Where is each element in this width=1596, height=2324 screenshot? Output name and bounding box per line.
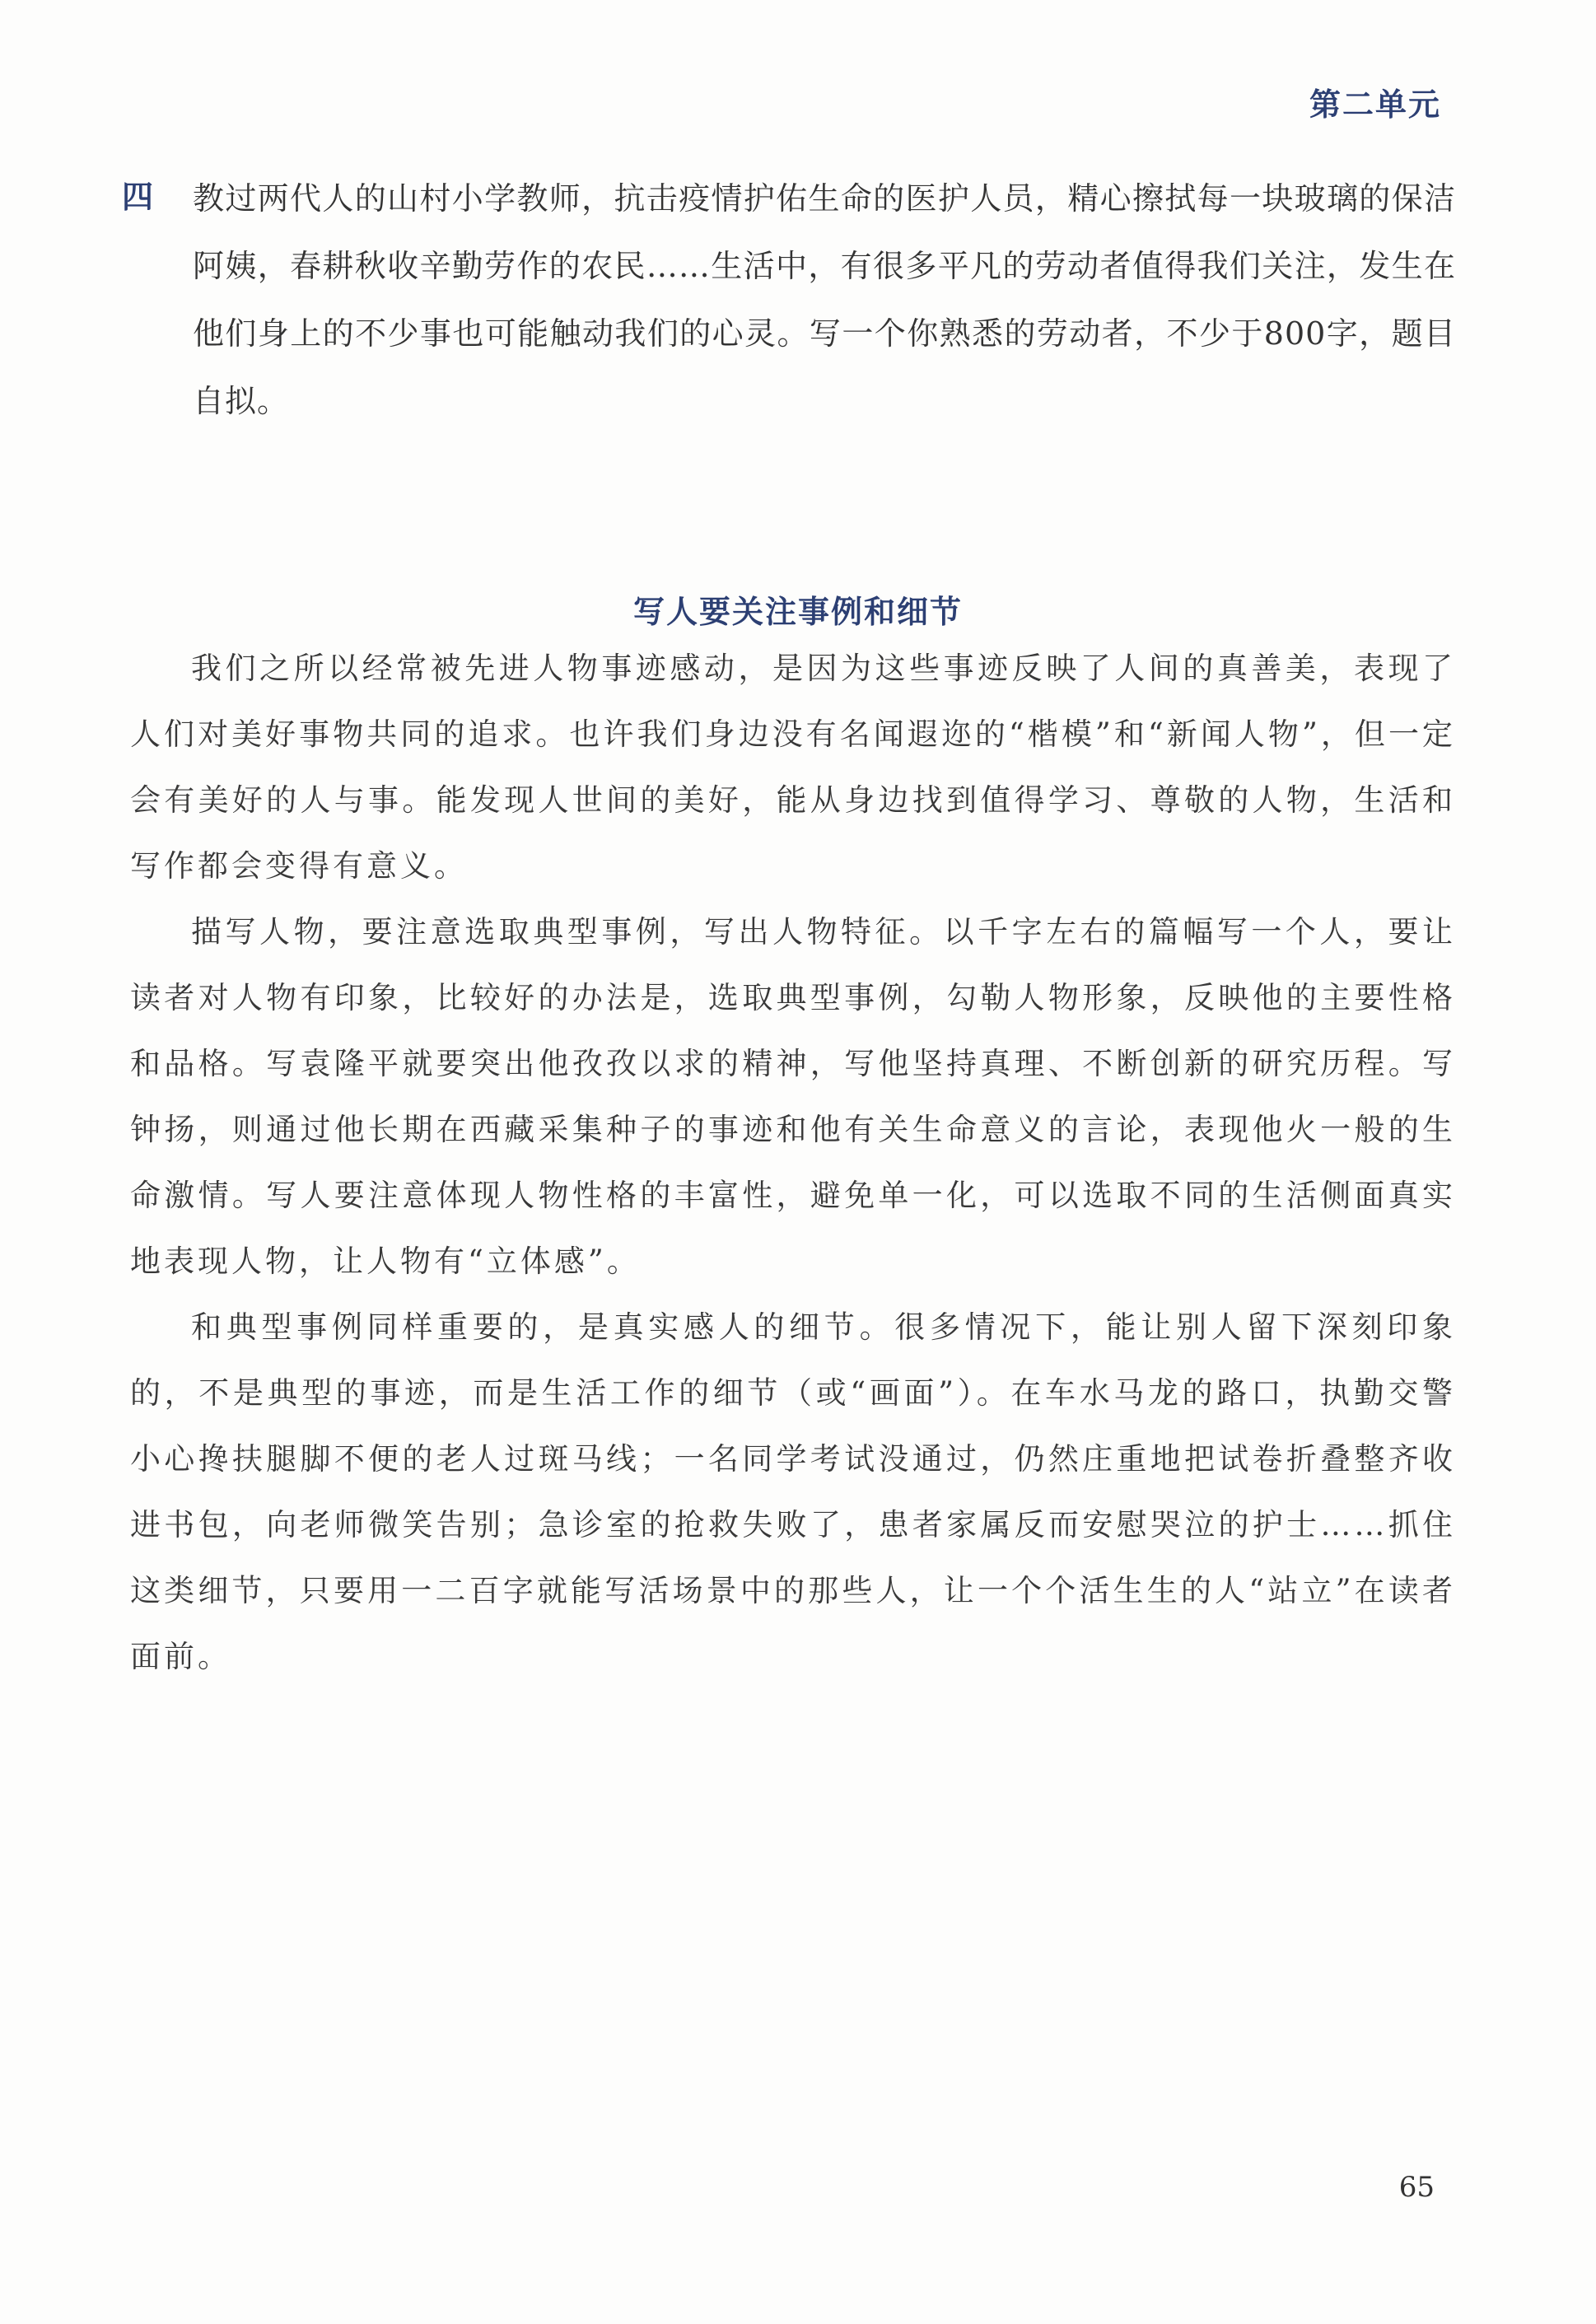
section-body: [130, 636, 1456, 1690]
paragraph: 我们之所以经常被先进人物事迹感动，是因为这些事迹反映了人间的真善美，表现了人们对美好事物共同的追求。也许我们身边没有名闻遐迩的“楷模”和“新闻人物”，但一定会有美好的人与事。能发现人世间的美好，能从身边找到值得学习、尊敬的人物，生活和写作都会变得有意义。: [130, 651, 1456, 884]
exercise-number: 四: [122, 179, 154, 215]
exercise-prompt: 教过两代人的山村小学教师，抗击疫情护佑生命的医护人员，精心擦拭每一块玻璃的保洁阿姨，春耕秋收辛勤劳作的农民……生活中，有很多平凡的劳动者值得我们关注，发生在他们身上的不少事也可能触动我们的心灵。写一个你熟悉的劳动者，不少于800字，题目自拟。: [193, 180, 1456, 419]
paragraph: 描写人物，要注意选取典型事例，写出人物特征。以千字左右的篇幅写一个人，要让读者对人物有印象，比较好的办法是，选取典型事例，勾勒人物形象，反映他的主要性格和品格。写袁隆平就要突出他孜孜以求的精神，写他坚持真理、不断创新的研究历程。写钟扬，则通过他长期在西藏采集种子的事迹和他有关生命意义的言论，表现他火一般的生命激情。写人要注意体现人物性格的丰富性，避免单一化，可以选取不同的生活侧面真实地表现人物，让人物有“立体感”。: [130, 914, 1456, 1279]
section-title: 写人要关注事例和细节: [632, 594, 963, 630]
page-number: 65: [1398, 2171, 1435, 2204]
writing-exercise: [122, 165, 1456, 435]
paragraph: 和典型事例同样重要的，是真实感人的细节。很多情况下，能让别人留下深刻印象的，不是典型的事迹，而是生活工作的细节（或“画面”）。在车水马龙的路口，执勤交警小心搀扶腿脚不便的老人过斑马线；一名同学考试没通过，仍然庄重地把试卷折叠整齐收进书包，向老师微笑告别；急诊室的抢救失败了，患者家属反而安慰哭泣的护士……抓住这类细节，只要用一二百字就能写活场景中的那些人，让一个个活生生的人“站立”在读者面前。: [130, 1309, 1456, 1674]
unit-header: 第二单元: [1309, 86, 1441, 123]
